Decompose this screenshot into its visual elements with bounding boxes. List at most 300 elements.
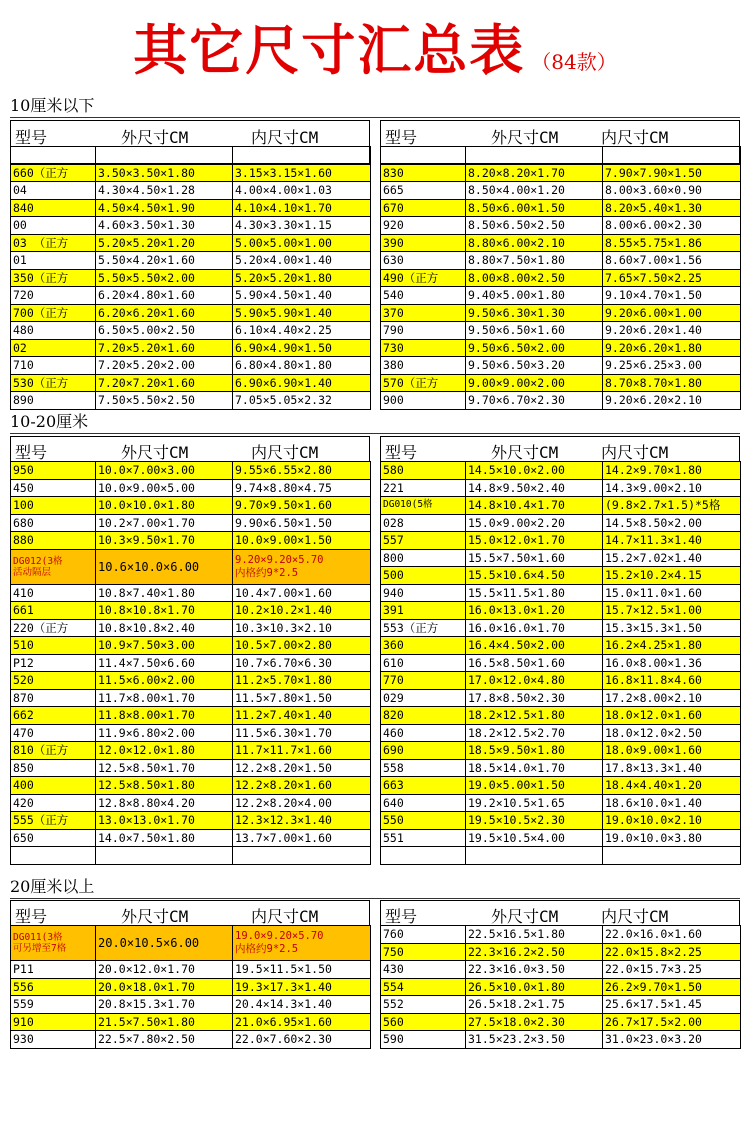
inner-size-cell: 22.0×16.0×1.60 (603, 926, 741, 944)
model-cell: 640 (381, 794, 466, 812)
outer-size-cell: 9.50×6.30×1.30 (466, 304, 603, 322)
table-row (11, 847, 371, 865)
outer-size-cell: 8.80×6.00×2.10 (466, 234, 603, 252)
section-divider (10, 433, 740, 434)
table-row (11, 252, 371, 270)
outer-size-cell: 11.9×6.80×2.00 (96, 724, 233, 742)
model-cell: 470 (11, 724, 96, 742)
outer-size-cell: 14.8×9.50×2.40 (466, 479, 603, 497)
model-cell: 221 (381, 479, 466, 497)
table-row (11, 742, 371, 760)
table-row (11, 777, 371, 795)
header-outer: 外尺寸CM (121, 443, 189, 462)
table-row (381, 532, 741, 550)
table-row (381, 689, 741, 707)
inner-size-cell: 17.2×8.00×2.10 (603, 689, 741, 707)
model-cell: 530（正方 (11, 374, 96, 392)
table-row (381, 567, 741, 585)
outer-size-cell: 12.5×8.50×1.70 (96, 759, 233, 777)
inner-size-cell: 9.70×9.50×1.60 (233, 497, 371, 515)
inner-size-cell: (9.8×2.7×1.5)*5格 (603, 497, 741, 515)
table-row (11, 374, 371, 392)
inner-size-cell: 14.5×8.50×2.00 (603, 514, 741, 532)
model-cell: 663 (381, 777, 466, 795)
model-cell: 890 (11, 392, 96, 410)
table-row (381, 926, 741, 944)
table-row (11, 812, 371, 830)
inner-size-cell: 18.0×9.00×1.60 (603, 742, 741, 760)
table-row (381, 847, 741, 865)
table-row (11, 996, 371, 1014)
table-row (11, 304, 371, 322)
size-table-10-20cm-right (380, 461, 741, 865)
table-row (11, 164, 371, 182)
outer-size-cell: 12.5×8.50×1.80 (96, 777, 233, 795)
model-cell: DG012(3格 活动隔层 (11, 549, 96, 584)
model-cell: 880 (11, 532, 96, 550)
model-cell: 940 (381, 584, 466, 602)
inner-size-cell: 8.60×7.00×1.56 (603, 252, 741, 270)
inner-size-cell: 12.2×8.20×1.50 (233, 759, 371, 777)
table-row (381, 322, 741, 340)
model-cell: 01 (11, 252, 96, 270)
inner-size-cell: 16.2×4.25×1.80 (603, 637, 741, 655)
outer-size-cell: 26.5×18.2×1.75 (466, 996, 603, 1014)
table-row (381, 269, 741, 287)
inner-size-cell: 4.30×3.30×1.15 (233, 217, 371, 235)
outer-size-cell: 15.5×11.5×1.80 (466, 584, 603, 602)
table-row (381, 812, 741, 830)
model-cell: 700（正方 (11, 304, 96, 322)
size-table-10-20cm-left (10, 461, 371, 865)
table-row (381, 252, 741, 270)
outer-size-cell: 22.5×16.5×1.80 (466, 926, 603, 944)
inner-size-cell: 8.70×8.70×1.80 (603, 374, 741, 392)
inner-size-cell: 22.0×15.7×3.25 (603, 961, 741, 979)
outer-size-cell: 20.8×15.3×1.70 (96, 996, 233, 1014)
table-row (381, 497, 741, 515)
header-inner: 内尺寸CM (601, 443, 669, 462)
outer-size-cell: 27.5×18.0×2.30 (466, 1013, 603, 1031)
model-cell: 730 (381, 339, 466, 357)
model-cell: 710 (11, 357, 96, 375)
inner-size-cell: 15.0×11.0×1.60 (603, 584, 741, 602)
model-cell: 100 (11, 497, 96, 515)
inner-size-cell: 26.2×9.70×1.50 (603, 978, 741, 996)
outer-size-cell: 10.0×10.0×1.80 (96, 497, 233, 515)
outer-size-cell: 17.0×12.0×4.80 (466, 672, 603, 690)
outer-size-cell: 10.9×7.50×3.00 (96, 637, 233, 655)
table-row (11, 1013, 371, 1031)
table-row (381, 479, 741, 497)
inner-size-cell: 5.20×4.00×1.40 (233, 252, 371, 270)
model-cell: 820 (381, 707, 466, 725)
table-row (11, 584, 371, 602)
outer-size-cell: 16.5×8.50×1.60 (466, 654, 603, 672)
outer-size-cell: 19.5×10.5×2.30 (466, 812, 603, 830)
header-outer: 外尺寸CM (491, 443, 559, 462)
inner-size-cell: 11.5×6.30×1.70 (233, 724, 371, 742)
table-row (11, 147, 371, 165)
inner-size-cell: 18.0×12.0×1.60 (603, 707, 741, 725)
inner-size-cell: 19.0×9.20×5.70 内格约9*2.5 (233, 926, 371, 961)
inner-size-cell: 4.10×4.10×1.70 (233, 199, 371, 217)
outer-size-cell (96, 847, 233, 865)
model-cell: 590 (381, 1031, 466, 1049)
table-row (11, 497, 371, 515)
inner-size-cell: 19.0×10.0×2.10 (603, 812, 741, 830)
table-row (381, 357, 741, 375)
section-title-under-10cm: 10厘米以下 (10, 96, 95, 115)
table-row (11, 322, 371, 340)
inner-size-cell: 5.90×4.50×1.40 (233, 287, 371, 305)
model-cell: 750 (381, 943, 466, 961)
inner-size-cell: 7.05×5.05×2.32 (233, 392, 371, 410)
table-row (381, 777, 741, 795)
model-cell: 554 (381, 978, 466, 996)
inner-size-cell: 8.55×5.75×1.86 (603, 234, 741, 252)
outer-size-cell: 4.50×4.50×1.90 (96, 199, 233, 217)
inner-size-cell: 9.20×6.20×2.10 (603, 392, 741, 410)
model-cell: 551 (381, 829, 466, 847)
table-row (381, 392, 741, 410)
inner-size-cell: 5.00×5.00×1.00 (233, 234, 371, 252)
table-row (381, 602, 741, 620)
header-inner: 内尺寸CM (601, 128, 669, 147)
inner-size-cell: 10.4×7.00×1.60 (233, 584, 371, 602)
inner-size-cell: 21.0×6.95×1.60 (233, 1013, 371, 1031)
inner-size-cell: 10.7×6.70×6.30 (233, 654, 371, 672)
table-row (11, 549, 371, 584)
table-row (381, 829, 741, 847)
inner-size-cell: 18.0×12.0×2.50 (603, 724, 741, 742)
inner-size-cell: 19.0×10.0×3.80 (603, 829, 741, 847)
inner-size-cell: 11.5×7.80×1.50 (233, 689, 371, 707)
outer-size-cell: 6.20×4.80×1.60 (96, 287, 233, 305)
header-box-left (10, 436, 370, 462)
model-cell: 553（正方 (381, 619, 466, 637)
model-cell: 630 (381, 252, 466, 270)
outer-size-cell: 8.80×7.50×1.80 (466, 252, 603, 270)
model-cell: 391 (381, 602, 466, 620)
header-inner: 内尺寸CM (251, 128, 319, 147)
table-row (11, 392, 371, 410)
model-cell: 665 (381, 182, 466, 200)
model-cell: 830 (381, 164, 466, 182)
table-row (381, 584, 741, 602)
model-cell: P11 (11, 961, 96, 979)
table-row (11, 724, 371, 742)
inner-size-cell: 6.90×4.90×1.50 (233, 339, 371, 357)
outer-size-cell: 7.20×5.20×2.00 (96, 357, 233, 375)
header-model: 型号 (385, 443, 418, 462)
inner-size-cell: 15.2×10.2×4.15 (603, 567, 741, 585)
outer-size-cell: 20.0×10.5×6.00 (96, 926, 233, 961)
table-row (381, 996, 741, 1014)
model-cell: DG010(5格 (381, 497, 466, 515)
table-row (381, 619, 741, 637)
inner-size-cell: 9.10×4.70×1.50 (603, 287, 741, 305)
model-cell: 410 (11, 584, 96, 602)
inner-size-cell: 12.2×8.20×1.60 (233, 777, 371, 795)
model-cell: 520 (11, 672, 96, 690)
outer-size-cell: 17.8×8.50×2.30 (466, 689, 603, 707)
table-row (11, 794, 371, 812)
header-outer: 外尺寸CM (491, 128, 559, 147)
model-cell: 660（正方 (11, 164, 96, 182)
header-inner: 内尺寸CM (601, 907, 669, 926)
outer-size-cell: 16.4×4.50×2.00 (466, 637, 603, 655)
inner-size-cell: 11.7×11.7×1.60 (233, 742, 371, 760)
table-row (11, 619, 371, 637)
header-model: 型号 (15, 907, 48, 926)
inner-size-cell: 14.2×9.70×1.80 (603, 462, 741, 480)
outer-size-cell: 15.0×12.0×1.70 (466, 532, 603, 550)
model-cell: 350（正方 (11, 269, 96, 287)
outer-size-cell: 19.2×10.5×1.65 (466, 794, 603, 812)
model-cell: 840 (11, 199, 96, 217)
inner-size-cell: 11.2×5.70×1.80 (233, 672, 371, 690)
table-row (381, 707, 741, 725)
model-cell: 720 (11, 287, 96, 305)
model-cell: 555（正方 (11, 812, 96, 830)
inner-size-cell: 9.55×6.55×2.80 (233, 462, 371, 480)
outer-size-cell: 10.0×9.00×5.00 (96, 479, 233, 497)
outer-size-cell: 14.0×7.50×1.80 (96, 829, 233, 847)
model-cell: 662 (11, 707, 96, 725)
table-row (381, 339, 741, 357)
outer-size-cell: 10.8×7.40×1.80 (96, 584, 233, 602)
table-row (381, 637, 741, 655)
table-row (11, 1031, 371, 1049)
table-row (381, 549, 741, 567)
outer-size-cell: 12.8×8.80×4.20 (96, 794, 233, 812)
outer-size-cell: 9.40×5.00×1.80 (466, 287, 603, 305)
section-divider (10, 117, 740, 118)
model-cell: 02 (11, 339, 96, 357)
inner-size-cell: 12.3×12.3×1.40 (233, 812, 371, 830)
model-cell: 560 (381, 1013, 466, 1031)
outer-size-cell: 10.3×9.50×1.70 (96, 532, 233, 550)
model-cell: 690 (381, 742, 466, 760)
model-cell: 028 (381, 514, 466, 532)
model-cell: 510 (11, 637, 96, 655)
header-model: 型号 (385, 907, 418, 926)
inner-size-cell: 8.00×3.60×0.90 (603, 182, 741, 200)
table-row (11, 961, 371, 979)
inner-size-cell: 14.3×9.00×2.10 (603, 479, 741, 497)
inner-size-cell: 18.6×10.0×1.40 (603, 794, 741, 812)
model-cell: 800 (381, 549, 466, 567)
table-row (381, 199, 741, 217)
outer-size-cell: 9.50×6.50×2.00 (466, 339, 603, 357)
inner-size-cell: 4.00×4.00×1.03 (233, 182, 371, 200)
outer-size-cell: 31.5×23.2×3.50 (466, 1031, 603, 1049)
outer-size-cell: 11.5×6.00×2.00 (96, 672, 233, 690)
model-cell: 450 (11, 479, 96, 497)
outer-size-cell: 16.0×16.0×1.70 (466, 619, 603, 637)
outer-size-cell: 6.50×5.00×2.50 (96, 322, 233, 340)
model-cell: 370 (381, 304, 466, 322)
model-cell: 540 (381, 287, 466, 305)
model-cell: 552 (381, 996, 466, 1014)
outer-size-cell: 13.0×13.0×1.70 (96, 812, 233, 830)
table-row (381, 978, 741, 996)
table-row (11, 926, 371, 961)
inner-size-cell: 6.90×6.90×1.40 (233, 374, 371, 392)
outer-size-cell: 11.8×8.00×1.70 (96, 707, 233, 725)
table-row (381, 1031, 741, 1049)
table-row (381, 147, 741, 165)
model-cell: 680 (11, 514, 96, 532)
size-table-under-10cm-right (380, 146, 741, 410)
model-cell: 430 (381, 961, 466, 979)
model-cell: 556 (11, 978, 96, 996)
model-cell: 360 (381, 637, 466, 655)
table-row (11, 217, 371, 235)
outer-size-cell: 8.50×4.00×1.20 (466, 182, 603, 200)
model-cell (381, 847, 466, 865)
table-row (381, 724, 741, 742)
outer-size-cell: 18.2×12.5×2.70 (466, 724, 603, 742)
outer-size-cell: 26.5×10.0×1.80 (466, 978, 603, 996)
header-model: 型号 (385, 128, 418, 147)
outer-size-cell: 8.20×8.20×1.70 (466, 164, 603, 182)
inner-size-cell: 8.20×5.40×1.30 (603, 199, 741, 217)
outer-size-cell: 21.5×7.50×1.80 (96, 1013, 233, 1031)
outer-size-cell: 18.5×14.0×1.70 (466, 759, 603, 777)
outer-size-cell: 8.50×6.50×2.50 (466, 217, 603, 235)
table-row (381, 234, 741, 252)
inner-size-cell: 9.20×6.00×1.00 (603, 304, 741, 322)
outer-size-cell: 22.5×7.80×2.50 (96, 1031, 233, 1049)
table-row (11, 978, 371, 996)
inner-size-cell: 9.25×6.25×3.00 (603, 357, 741, 375)
model-cell: 610 (381, 654, 466, 672)
table-row (11, 199, 371, 217)
table-row (11, 654, 371, 672)
model-cell: 029 (381, 689, 466, 707)
inner-size-cell: 15.3×15.3×1.50 (603, 619, 741, 637)
table-row (11, 689, 371, 707)
model-cell (11, 847, 96, 865)
inner-size-cell: 18.4×4.40×1.20 (603, 777, 741, 795)
inner-size-cell: 31.0×23.0×3.20 (603, 1031, 741, 1049)
outer-size-cell: 16.0×13.0×1.20 (466, 602, 603, 620)
model-cell: 670 (381, 199, 466, 217)
model-cell: 760 (381, 926, 466, 944)
size-table-over-20cm-left (10, 925, 371, 1049)
table-row (11, 707, 371, 725)
outer-size-cell: 4.30×4.50×1.28 (96, 182, 233, 200)
model-cell: 00 (11, 217, 96, 235)
outer-size-cell: 12.0×12.0×1.80 (96, 742, 233, 760)
inner-size-cell: 12.2×8.20×4.00 (233, 794, 371, 812)
outer-size-cell: 5.50×5.50×2.00 (96, 269, 233, 287)
outer-size-cell: 10.0×7.00×3.00 (96, 462, 233, 480)
table-row (381, 462, 741, 480)
model-cell: 790 (381, 322, 466, 340)
section-divider (10, 898, 740, 899)
outer-size-cell: 9.50×6.50×3.20 (466, 357, 603, 375)
model-cell (11, 147, 96, 165)
model-cell: 770 (381, 672, 466, 690)
model-cell: 420 (11, 794, 96, 812)
outer-size-cell: 22.3×16.2×2.50 (466, 943, 603, 961)
model-cell: 910 (11, 1013, 96, 1031)
inner-size-cell: 25.6×17.5×1.45 (603, 996, 741, 1014)
model-cell: 559 (11, 996, 96, 1014)
outer-size-cell: 10.6×10.0×6.00 (96, 549, 233, 584)
outer-size-cell: 22.3×16.0×3.50 (466, 961, 603, 979)
header-box-left (10, 900, 370, 926)
outer-size-cell: 3.50×3.50×1.80 (96, 164, 233, 182)
outer-size-cell: 7.20×5.20×1.60 (96, 339, 233, 357)
inner-size-cell: 5.90×5.90×1.40 (233, 304, 371, 322)
inner-size-cell: 9.20×6.20×1.40 (603, 322, 741, 340)
outer-size-cell: 6.20×6.20×1.60 (96, 304, 233, 322)
table-row (11, 234, 371, 252)
page-title (0, 8, 750, 85)
table-row (11, 479, 371, 497)
inner-size-cell: 22.0×7.60×2.30 (233, 1031, 371, 1049)
inner-size-cell: 17.8×13.3×1.40 (603, 759, 741, 777)
table-row (11, 672, 371, 690)
model-cell: 380 (381, 357, 466, 375)
model-cell: 850 (11, 759, 96, 777)
outer-size-cell: 20.0×12.0×1.70 (96, 961, 233, 979)
model-cell: 490（正方 (381, 269, 466, 287)
model-cell: 650 (11, 829, 96, 847)
table-row (11, 637, 371, 655)
table-row (381, 514, 741, 532)
outer-size-cell: 11.7×8.00×1.70 (96, 689, 233, 707)
outer-size-cell (96, 147, 233, 165)
size-table-under-10cm-left (10, 146, 371, 410)
outer-size-cell: 11.4×7.50×6.60 (96, 654, 233, 672)
model-cell: 480 (11, 322, 96, 340)
table-row (381, 182, 741, 200)
outer-size-cell: 15.0×9.00×2.20 (466, 514, 603, 532)
model-cell (381, 147, 466, 165)
inner-size-cell: 10.2×10.2×1.40 (233, 602, 371, 620)
model-cell: 390 (381, 234, 466, 252)
header-inner: 内尺寸CM (251, 907, 319, 926)
inner-size-cell: 16.0×8.00×1.36 (603, 654, 741, 672)
outer-size-cell: 7.20×7.20×1.60 (96, 374, 233, 392)
outer-size-cell: 14.5×10.0×2.00 (466, 462, 603, 480)
inner-size-cell: 8.00×6.00×2.30 (603, 217, 741, 235)
table-row (381, 1013, 741, 1031)
table-row (381, 374, 741, 392)
table-row (381, 164, 741, 182)
inner-size-cell: 9.74×8.80×4.75 (233, 479, 371, 497)
header-inner: 内尺寸CM (251, 443, 319, 462)
table-row (381, 742, 741, 760)
table-row (381, 672, 741, 690)
model-cell: 810（正方 (11, 742, 96, 760)
model-cell: 03 （正方 (11, 234, 96, 252)
title-count: （84款） (531, 50, 617, 74)
model-cell: 661 (11, 602, 96, 620)
table-row (11, 602, 371, 620)
model-cell: 557 (381, 532, 466, 550)
model-cell: 930 (11, 1031, 96, 1049)
model-cell: 920 (381, 217, 466, 235)
outer-size-cell: 7.50×5.50×2.50 (96, 392, 233, 410)
outer-size-cell (466, 847, 603, 865)
model-cell: 900 (381, 392, 466, 410)
